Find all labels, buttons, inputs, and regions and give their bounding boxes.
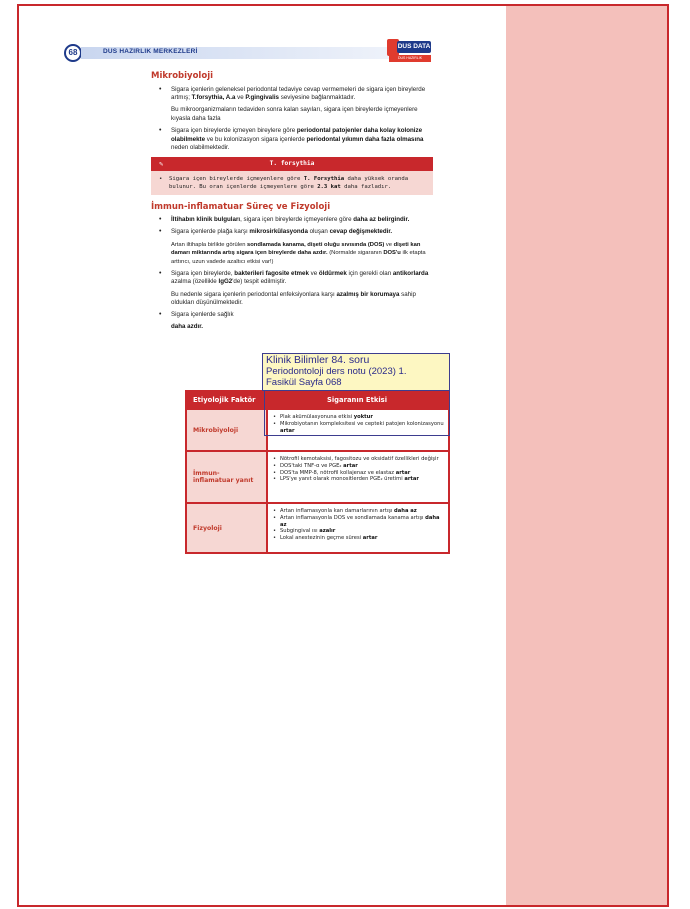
bullet-item-partial: • Sigara içenlerde sağlık xyxy=(151,311,261,320)
bullet-item: • Sigara içen bireylerde, bakterileri fagosite etmek ve öldürmek için gerekli olan antikorlarda azalma (özellikle IgG2'de) tespit edilmiştir. xyxy=(151,270,433,287)
paragraph-end: daha azdır. xyxy=(171,322,203,330)
note-line-3: Fasikül Sayfa 068 xyxy=(266,377,342,388)
bullet-item: • İltihabın klinik bulguları, sigara içen bireylerde içmeyenlere göre daha az belirgindir. xyxy=(151,216,433,225)
page-frame xyxy=(17,4,669,907)
effect-item: • Plak akümülasyonuna etkisi yoktur xyxy=(280,414,444,421)
effect-item: • Artan inflamasyonla kan damarlarının artışı daha az xyxy=(280,508,444,515)
bullet-item: • Sigara içenlerde plağa karşı mikrosirkülasyonda oluşan cevap değişmektedir. xyxy=(151,228,433,237)
row-factor: Mikrobiyoloji xyxy=(187,410,266,450)
paragraph: Bu mikroorganizmaların tedaviden sonra kalan sayıları, sigara içen bireylerde içmeyenlere kıyasla daha fazla xyxy=(171,106,418,122)
effect-item: • Artan inflamasyonla DOS ve sondlamada kanama artışı daha az xyxy=(280,515,444,529)
bullet-item: • Sigara içen bireylerde içmeyen bireylere göre periodontal patojenler daha kolay kolonize olabilmekte ve bu kolonizasyon sigara içenlerde periodontal yıkımın daha fazla olmasına neden olabilmektedir. xyxy=(151,127,433,153)
paragraph: Artan iltihapla birlikte görülen sondlamada kanama, dişeti oluğu sıvısında (DOS) ve dişeti kan damarı miktarında artış sigara içen bireylerde daha azdır. (Normalde sigaranın DOS'u ilk etapta arttırıcı, uzun vadede azaltıcı etkisi var!) xyxy=(171,241,426,265)
effect-item: • Mikrobiyotanın kompleksitesi ve cepteki patojen kolonizasyonu artar xyxy=(280,421,444,435)
page-number: 68 xyxy=(64,44,82,62)
bullet-item: • Sigara içenlerin geleneksel periodontal tedaviye cevap vermemeleri de sigara içen bireylerde artmış; T.forsythia, A.a ve P.gingivalis seviyesine bağlanmaktadır. xyxy=(151,86,433,103)
row-factor: İmmun-inflamatuar yanıt xyxy=(187,452,266,502)
table-row xyxy=(187,450,448,502)
row-effects xyxy=(266,452,448,502)
header-title: DUS HAZIRLIK MERKEZLERİ xyxy=(103,48,198,55)
pencil-icon: ✎ xyxy=(159,159,164,168)
page-content xyxy=(151,72,433,335)
annotation-note[interactable] xyxy=(262,353,450,391)
header-factor: Etiyolojik Faktör xyxy=(193,396,256,404)
effect-item: • DOS'taki TNF-α ve PGE₂ artar xyxy=(280,463,444,470)
logo-stripe: DUS HAZIRLIK MERKEZLERİ xyxy=(389,55,431,62)
row-effects xyxy=(266,504,448,552)
paragraph: Bu nedenle sigara içenlerin periodontal enfeksiyonlara karşı azalmış bir korumaya sahip oldukları düşünülmektedir. xyxy=(171,290,416,307)
section-heading-immun: İmmun-inflamatuar Süreç ve Fizyoloji xyxy=(151,201,331,212)
effect-item: • LPS'ye yanıt olarak monositlerden PGE₂ üretimi artar xyxy=(280,476,444,483)
header-effect: Sigaranın Etkisi xyxy=(326,396,388,404)
table-row xyxy=(187,502,448,552)
effect-item: • Lokal anestezinin geçme süresi artar xyxy=(280,535,444,542)
side-panel xyxy=(506,6,669,907)
row-factor: Fizyoloji xyxy=(187,504,266,552)
dus-data-logo xyxy=(387,39,433,65)
callout-header xyxy=(151,157,433,171)
highlight-outline xyxy=(264,390,450,436)
section-heading-mikrobiyoloji: Mikrobiyoloji xyxy=(151,71,214,81)
effect-item: • Subgingival ısı azalır xyxy=(280,528,444,535)
note-line-1: Klinik Bilimler 84. soru xyxy=(266,354,370,366)
logo-text: DUS DATA xyxy=(397,41,431,53)
effect-item: • Nötrofil kemotaksisi, fagositozu ve oksidatif özellikleri değişir xyxy=(280,456,444,463)
effect-item: • DOS'ta MMP-8, nötrofil kollajenaz ve elastaz artar xyxy=(280,470,444,477)
callout-text: • Sigara içen bireylerde içmeyenlere göre T. Forsythia daha yüksek oranda bulunur. Bu oran içenlerde içmeyenlere göre 2.3 kat daha fazladır. xyxy=(151,171,433,195)
callout-box xyxy=(151,157,433,195)
note-line-2: Periodontoloji ders notu (2023) 1. xyxy=(266,366,407,377)
callout-title: T. forsythia xyxy=(269,159,315,167)
